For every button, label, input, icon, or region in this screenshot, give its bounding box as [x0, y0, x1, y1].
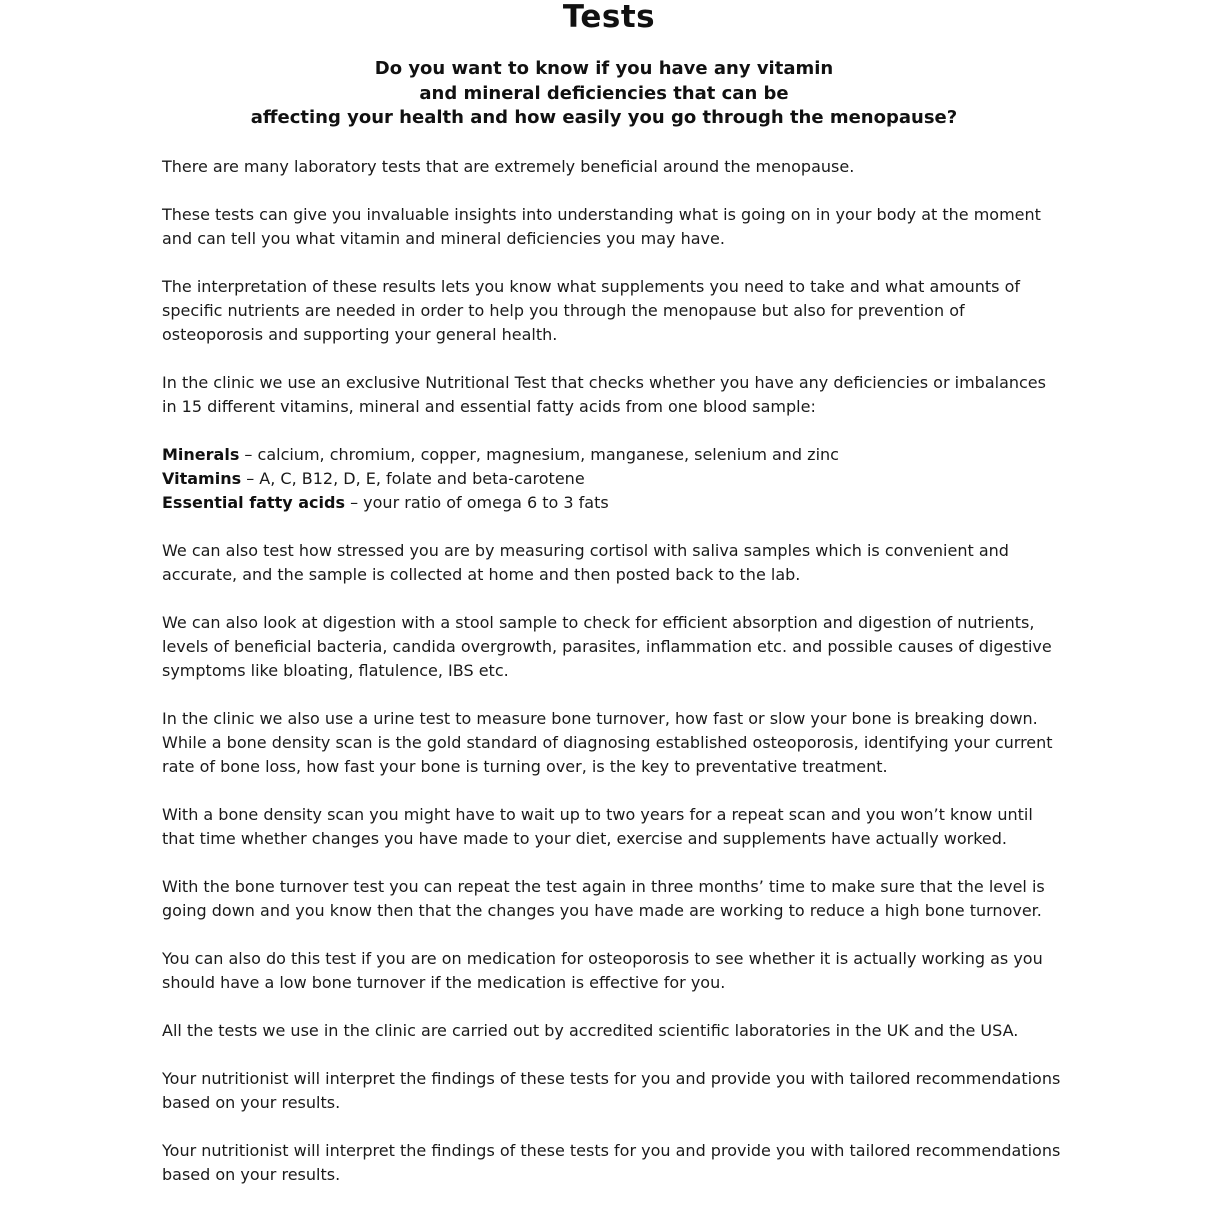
minerals-label: Minerals — [162, 445, 240, 464]
nutrient-list — [162, 443, 1062, 515]
vitamins-text: – A, C, B12, D, E, folate and beta-carotene — [241, 469, 585, 488]
paragraph-intro: There are many laboratory tests that are extremely beneficial around the menopause. — [162, 157, 855, 176]
page-title: Tests — [562, 0, 656, 35]
subtitle-line-3: affecting your health and how easily you go through the menopause? — [250, 107, 958, 128]
paragraph-nutritional-test: In the clinic we use an exclusive Nutritional Test that checks whether you have any deficiencies or imbalances in 15 different vitamins, mineral and essential fatty acids from one blood sample: — [162, 373, 1046, 416]
paragraph-digestion: We can also look at digestion with a stool sample to check for efficient absorption and digestion of nutrients, levels of beneficial bacteria, candida overgrowth, parasites, inflammation etc. and possible causes of digestive symptoms like bloating, flatulence, IBS etc. — [162, 613, 1052, 680]
subtitle-line-2: and mineral deficiencies that can be — [419, 82, 789, 104]
paragraph-cortisol: We can also test how stressed you are by measuring cortisol with saliva samples which is convenient and accurate, and the sample is collected at home and then posted back to the lab. — [162, 541, 1009, 584]
paragraph-interpretation: The interpretation of these results lets you know what supplements you need to take and what amounts of specific nutrients are needed in order to help you through the menopause but also for prevention of osteoporosis and supporting your general health. — [162, 277, 1021, 344]
paragraph-laboratories: All the tests we use in the clinic are carried out by accredited scientific laboratories in the UK and the USA. — [162, 1021, 1019, 1040]
paragraph-nutritionist-repeat: Your nutritionist will interpret the findings of these tests for you and provide you with tailored recommendations based on your results. — [162, 1141, 1061, 1184]
article-body — [162, 155, 1062, 1211]
fatty-acids-text: – your ratio of omega 6 to 3 fats — [345, 493, 609, 512]
paragraph-repeat-test: With the bone turnover test you can repeat the test again in three months’ time to make sure that the level is going down and you know then that the changes you have made are working to reduce a high bone turnover. — [162, 877, 1045, 920]
paragraph-medication: You can also do this test if you are on medication for osteoporosis to see whether it is actually working as you should have a low bone turnover if the medication is effective for you. — [162, 949, 1043, 992]
vitamins-label: Vitamins — [162, 469, 242, 488]
paragraph-nutritionist: Your nutritionist will interpret the findings of these tests for you and provide you with tailored recommendations based on your results. — [162, 1069, 1061, 1112]
nutrient-item-vitamins — [162, 469, 585, 488]
page-subtitle — [200, 57, 1008, 131]
fatty-acids-label: Essential fatty acids — [162, 493, 345, 512]
paragraph-bone-turnover: In the clinic we also use a urine test to measure bone turnover, how fast or slow your bone is breaking down. While a bone density scan is the gold standard of diagnosing established osteoporosis, identifying your current rate of bone loss, how fast your bone is turning over, is the key to preventative treatment. — [162, 709, 1053, 776]
subtitle-line-1: Do you want to know if you have any vitamin — [374, 58, 834, 79]
paragraph-insights: These tests can give you invaluable insights into understanding what is going on in your body at the moment and can tell you what vitamin and mineral deficiencies you may have. — [162, 205, 1041, 248]
nutrient-item-minerals — [162, 445, 839, 464]
paragraph-bone-density: With a bone density scan you might have to wait up to two years for a repeat scan and you won’t know until that time whether changes you have made to your diet, exercise and supplements have actually worked. — [162, 805, 1033, 848]
minerals-text: – calcium, chromium, copper, magnesium, manganese, selenium and zinc — [239, 445, 839, 464]
nutrient-item-fatty-acids — [162, 493, 609, 512]
